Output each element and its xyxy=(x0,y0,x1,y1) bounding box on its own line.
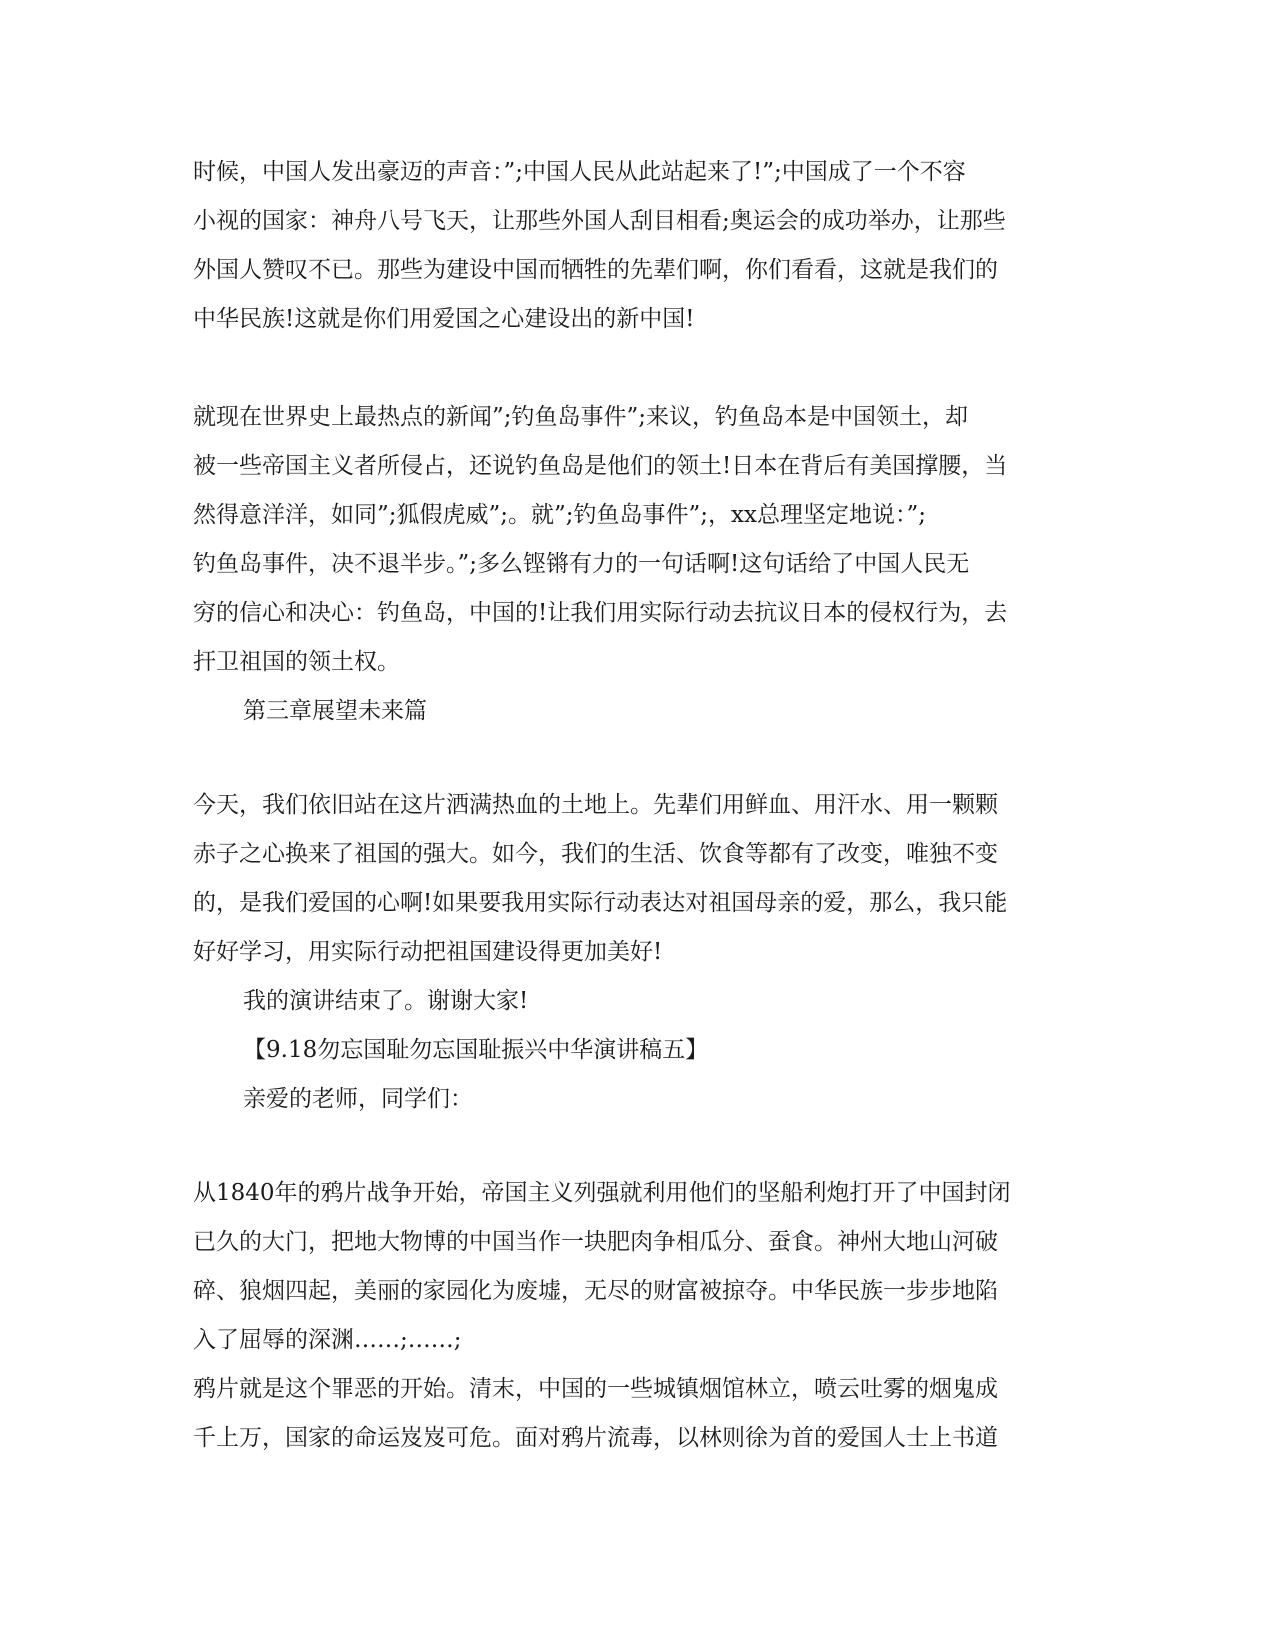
text-line: 外国人赞叹不已。那些为建设中国而牺牲的先辈们啊，你们看看，这就是我们的 xyxy=(193,257,998,283)
text-line: 小视的国家：神舟八号飞天，让那些外国人刮目相看;奥运会的成功举办，让那些 xyxy=(193,208,1006,234)
text-line: 碎、狼烟四起，美丽的家园化为废墟，无尽的财富被掠夺。中华民族一步步地陷 xyxy=(193,1278,998,1304)
text-line: 中华民族!这就是你们用爱国之心建设出的新中国! xyxy=(193,306,695,332)
text-line: 赤子之心换来了祖国的强大。如今，我们的生活、饮食等都有了改变，唯独不变 xyxy=(193,841,998,867)
paragraph-1 xyxy=(193,148,1083,344)
text-line: 被一些帝国主义者所侵占，还说钓鱼岛是他们的领土!日本在背后有美国撑腰，当 xyxy=(193,453,1008,479)
text-line: 今天，我们依旧站在这片洒满热血的土地上。先辈们用鲜血、用汗水、用一颗颗 xyxy=(193,792,998,818)
section-title: 【9.18勿忘国耻勿忘国耻振兴中华演讲稿五】 xyxy=(243,1037,709,1063)
chapter-heading: 第三章展望未来篇 xyxy=(243,698,427,724)
text-line: 时候，中国人发出豪迈的声音：”;中国人民从此站起来了!”;中国成了一个不容 xyxy=(193,159,966,185)
text-line: 的，是我们爱国的心啊!如果要我用实际行动表达对祖国母亲的爱，那么，我只能 xyxy=(193,890,1008,916)
text-line: 好好学习，用实际行动把祖国建设得更加美好! xyxy=(193,939,663,965)
text-line: 穷的信心和决心：钓鱼岛，中国的!让我们用实际行动去抗议日本的侵权行为，去 xyxy=(193,600,1008,626)
closing-line: 我的演讲结束了。谢谢大家! xyxy=(243,988,529,1014)
text-line: 已久的大门，把地大物博的中国当作一块肥肉争相瓜分、蚕食。神州大地山河破 xyxy=(193,1229,998,1255)
paragraph-gap xyxy=(193,1124,1083,1169)
paragraph-2 xyxy=(193,393,1083,687)
text-line: 入了屈辱的深渊……;……; xyxy=(193,1327,462,1353)
text-line: 钓鱼岛事件，决不退半步。”;多么铿锵有力的一句话啊!这句话给了中国人民无 xyxy=(193,551,970,577)
text-line: 从1840年的鸦片战争开始，帝国主义列强就利用他们的坚船利炮打开了中国封闭 xyxy=(193,1180,1011,1206)
greeting-line: 亲爱的老师，同学们： xyxy=(243,1086,473,1112)
text-line: 千上万，国家的命运岌岌可危。面对鸦片流毒，以林则徐为首的爱国人士上书道 xyxy=(193,1425,998,1451)
text-line: 就现在世界史上最热点的新闻”;钓鱼岛事件”;来议，钓鱼岛本是中国领土，却 xyxy=(193,404,969,430)
document-body xyxy=(193,148,1083,1463)
text-line: 扞卫祖国的领土权。 xyxy=(193,649,400,675)
text-line: 鸦片就是这个罪恶的开始。清末，中国的一些城镇烟馆林立，喷云吐雾的烟鬼成 xyxy=(193,1376,998,1402)
paragraph-3 xyxy=(193,781,1083,977)
text-line: 然得意洋洋，如同”;狐假虎威”;。就”;钓鱼岛事件”;，xx总理坚定地说：”; xyxy=(193,502,926,528)
paragraph-gap xyxy=(193,736,1083,781)
paragraph-4 xyxy=(193,1169,1083,1463)
paragraph-gap xyxy=(193,344,1083,393)
